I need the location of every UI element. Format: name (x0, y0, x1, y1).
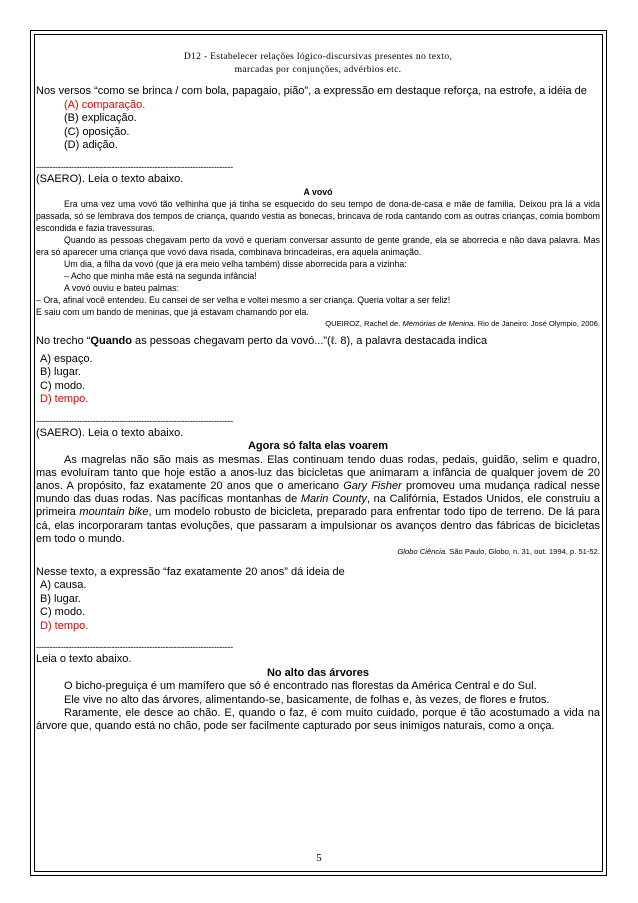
q3-source-work: Globo Ciência (397, 546, 446, 556)
q3-paragraph (36, 454, 600, 546)
q1-option-d: (D) adição. (64, 139, 118, 151)
q3-option-c: C) modo. (40, 606, 86, 619)
q3-text-part-3: , na Califórnia, Estados Unidos, ele construiu a primeira (36, 493, 600, 519)
q2-paragraph-5: A vovó ouviu e bateu palmas: (64, 283, 179, 293)
q4-text (36, 667, 600, 733)
q2-paragraph-1: Era uma vez uma vovó tão velhinha que já tinha se esquecido do seu tempo de dona-de-casa e mãe de família. Deixou pra lá a vida passada, só se lembrava dos tempos de criança, quando vestia as bonecas, brincava de roda cantando com as outras crianças, comia bombom escondida e fazia travessuras. (36, 199, 600, 233)
q3-option-a: A) causa. (40, 579, 87, 592)
separator-3: ------------------------------------------------------------------------- (36, 642, 233, 653)
page-number: 5 (316, 852, 322, 864)
q1-stem: Nos versos “como se brinca / com bola, papagaio, pião”, a expressão em destaque reforça, na estrofe, a idéia de (36, 85, 587, 97)
q2-paragraph-7: E saiu com um bando de meninas, que já estavam chamando por ela. (36, 307, 309, 317)
header-line-2: marcadas por conjunções, advérbios etc. (234, 64, 402, 75)
q4-paragraph-1: O bicho-preguiça é um mamífero que só é encontrado nas florestas da América Central e do Sul. (64, 680, 537, 693)
q3-option-d: D) tempo. (40, 619, 89, 632)
q2-paragraph-6: – Ora, afinal você entendeu. Eu cansei de ser velha e voltei mesmo a ser criança. Queria voltar a ser feliz! (36, 295, 451, 305)
q3-text (36, 440, 600, 557)
q2-source-work: Memórias de Menina (402, 319, 474, 328)
q1-option-b: (B) explicação. (64, 112, 137, 124)
q2-option-b: B) lugar. (40, 366, 81, 378)
q2-paragraph-2: Quando as pessoas chegavam perto da vovó e queriam conversar assunto de gente grande, ela se aborrecia e não dava palavra. Mas era só aparecer uma criança que vovó dava risada, combinava brincadeiras, era aquela animação. (36, 235, 600, 257)
q2-option-d: D) tempo. (40, 393, 89, 405)
separator-1: ------------------------------------------------------------------------- (36, 161, 233, 172)
q1-option-a: (A) comparação. (64, 98, 146, 111)
q3-stem: Nesse texto, a expressão “faz exatamente 20 anos” dá ideia de (36, 565, 345, 578)
q2-paragraph-4: – Acho que minha mãe está na segunda infância! (64, 271, 257, 281)
q2-stem-post: as pessoas chegavam perto da vovó...”(ℓ. 8), a palavra destacada indica (131, 335, 488, 347)
descriptor-header (36, 50, 600, 76)
worksheet-content (36, 50, 600, 733)
q4-paragraph-2: Ele vive no alto das árvores, alimentando-se, basicamente, de folhas e, às vezes, de flores e frutos. (64, 693, 550, 706)
q4-paragraph-3: Raramente, ele desce ao chão. E, quando o faz, é com muito cuidado, porque é tão acostumado a vida na árvore que, quando está no chão, pode ser facilmente capturado por seus inimigos naturais, como a onça. (36, 706, 600, 733)
q3-intro: (SAERO). Leia o texto abaixo. (36, 426, 184, 439)
q2-stem-pre: No trecho “ (36, 335, 91, 347)
q3-option-b: B) lugar. (40, 592, 81, 605)
q4-intro: Leia o texto abaixo. (36, 653, 132, 666)
q2-stem-bold: Quando (90, 335, 132, 347)
separator-2: ------------------------------------------------------------------------- (36, 415, 233, 426)
q3-text-part-4: , um modelo robusto de bicicleta, preparado para enfrentar todo tipo de terreno. De lá para cá, elas incorporaram tantas evoluções, que passaram a impulsionar os avanços dentro das fábricas de bicicletas em todo o mundo. (36, 506, 600, 545)
q2-stem (36, 335, 600, 349)
header-line-1: D12 - Estabelecer relações lógico-discursivas presentes no texto, (183, 51, 453, 62)
q2-source-author: QUEIROZ, Rachel de. (325, 319, 403, 328)
q3-text-bike: mountain bike (79, 506, 149, 519)
q2-paragraph-3: Um dia, a filha da vovó (que já era meio velha também) disse aborrecida para a vizinha: (64, 259, 407, 269)
q3-text-place: Marin County (300, 493, 367, 506)
q2-text (36, 186, 600, 329)
q2-source (36, 318, 600, 329)
q2-option-c: C) modo. (40, 379, 86, 392)
q2-intro: (SAERO). Leia o texto abaixo. (36, 172, 184, 185)
q3-title: Agora só falta elas voarem (247, 440, 388, 452)
q2-option-a: A) espaço. (40, 352, 93, 365)
q1-option-c: (C) oposição. (64, 125, 130, 138)
q2-title: A vovó (303, 187, 333, 197)
q3-text-part-1: As magrelas não são mais as mesmas. Elas continuam tendo duas rodas, pedais, guidão, selim e quadro, mas evoluíram tanto que hoje estão a anos-luz das bicicletas que animaram a infância de qualquer jovem de 20 anos. A propósito, faz exatamente 20 anos que o americano (36, 453, 600, 492)
q2-source-rest: . Rio de Janeiro: José Olympio, 2006. (473, 319, 600, 328)
q4-title: No alto das árvores (266, 666, 370, 679)
q3-text-name: Gary Fisher (343, 479, 402, 492)
q3-source (36, 546, 600, 557)
q3-text-part-2: promoveu uma mudança radical nesse mundo das duas rodas. Nas pacíficas montanhas de (36, 479, 600, 506)
q3-source-rest: . São Paulo, Globo, n. 31, out. 1994, p. 51-52. (445, 546, 600, 556)
